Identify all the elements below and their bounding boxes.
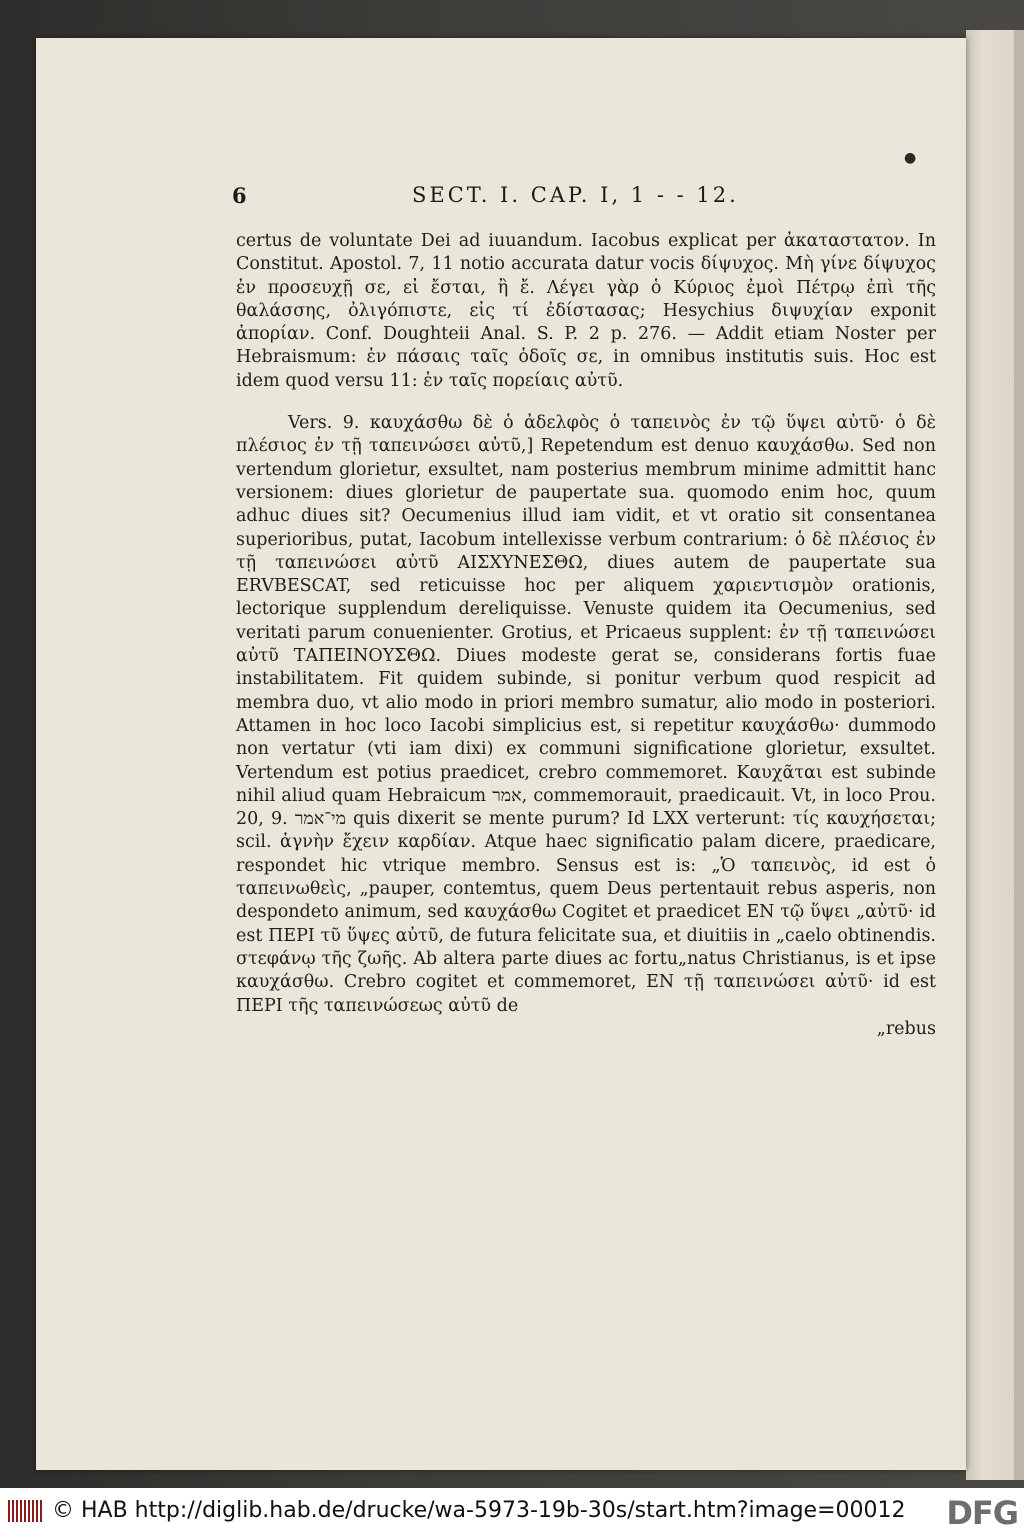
footer-bar xyxy=(0,1488,1024,1535)
barcode-icon xyxy=(8,1500,44,1522)
body-text xyxy=(236,230,936,1041)
page-number: 6 xyxy=(232,183,250,208)
dfg-logo: DFG xyxy=(946,1494,1018,1532)
paragraph-1: certus de voluntate Dei ad iuuandum. Iacobus explicat per ἀκαταστατον. In Constitut. Apostol. 7, 11 notio accurata datur vocis δίψυχος. Μὴ γίνε δίψυχος ἐν προσευχῇ σε, εἰ ἔσται, ἢ ἔ. Λέγει γὰρ ὁ Κύριος ἐμοὶ Πέτρῳ ἐπὶ τῆς θαλάσσης, ὀλιγόπιστε, εἰς τί ἐδίστασας; Hesychius διψυχίαν exponit ἀπορίαν. Conf. Doughteii Anal. S. P. 2 p. 276. — Addit etiam Noster per Hebraismum: ἐν πάσαις ταῖς ὁδοῖς σε, in omnibus institutis suis. Hoc est idem quod versu 11: ἐν ταῖς πορείαις αὐτῦ. xyxy=(236,231,936,391)
catchword: „rebus xyxy=(876,1018,936,1039)
section-heading: SECT. I. CAP. I, 1 - - 12. xyxy=(412,183,739,207)
next-page-edge xyxy=(966,30,1024,1480)
paragraph-2: Vers. 9. καυχάσθω δὲ ὁ ἀδελφὸς ὁ ταπεινὸς ἐν τῷ ὕψει αὐτῦ· ὁ δὲ πλέσιος ἐν τῇ ταπεινώσει αὐτῦ,] Repetendum est denuo καυχάσθω. Sed non vertendum glorietur, exsultet, nam posterius membrum minime admittit hanc versionem: diues glorietur de paupertate sua. quomodo enim hoc, quum adhuc diues sit? Oecumenius illud iam vidit, et vt oratio sit consentanea superioribus, putat, Iacobum intellexisse verbum contrarium: ὁ δὲ πλέσιος ἐν τῇ ταπεινώσει αὐτῦ ΑΙΣΧΥΝΕΣΘΩ, diues autem de paupertate sua ERVBESCAT, sed reticuisse hoc per aliquem χαριεντισμὸν orationis, lectorique supplendum dereliquisse. Venuste quidem ita Oecumenius, sed veritati parum conuenienter. Grotius, et Pricaeus supplent: ἐν τῇ ταπεινώσει αὐτῦ ΤΑΠΕΙΝΟΥΣΘΩ. Diues modeste gerat se, considerans fortis fuae instabilitatem. Fit quidem subinde, si ponitur verbum quod respicit ad membra duo, vt alio modo in priori membro sumatur, alio modo in posteriori. Attamen in hoc loco Iacobi simplicius est, si repetitur καυχάσθω· dummodo non vertatur (vti iam dixi) ex communi significatione glorietur, exsultet. Vertendum est potius praedicet, crebro commemoret. Καυχᾶται est subinde nihil aliud quam Hebraicum אמר, commemorauit, praedicauit. Vt, in loco Prou. 20, 9. מי־אמר quis dixerit se mente purum? Id LXX verterunt: τίς καυχήσεται; scil. ἁγνὴν ἔχειν καρδίαν. Atque haec significatio palam dicere, praedicare, respondet hic vtrique membro. Sensus est is: „Ὁ ταπεινὸς, id est ὁ ταπεινωθεὶς, „pauper, contemtus, quem Deus pertentauit rebus asperis, non despondeto animum, sed καυχάσθω Cogitet et praedicet ΕΝ τῷ ὕψει „αὐτῦ· id est ΠΕΡΙ τῦ ὕψες αὐτῦ, de futura felicitate sua, et diuitiis in „caelo obtinendis. στεφάνῳ τῆς ζωῆς. Ab altera parte diues ac fortu„natus Christianus, is et ipse καυχάσθω. Crebro cogitet et commemoret, ΕΝ τῇ ταπεινώσει αὐτῦ· id est ΠΕΡΙ τῆς ταπεινώσεως αὐτῦ de xyxy=(236,413,936,1016)
ink-spot: ● xyxy=(904,150,917,166)
running-head xyxy=(232,183,752,217)
copyright-link[interactable]: © HAB http://diglib.hab.de/drucke/wa-5973-19b-30s/start.htm?image=00012 xyxy=(52,1498,906,1523)
